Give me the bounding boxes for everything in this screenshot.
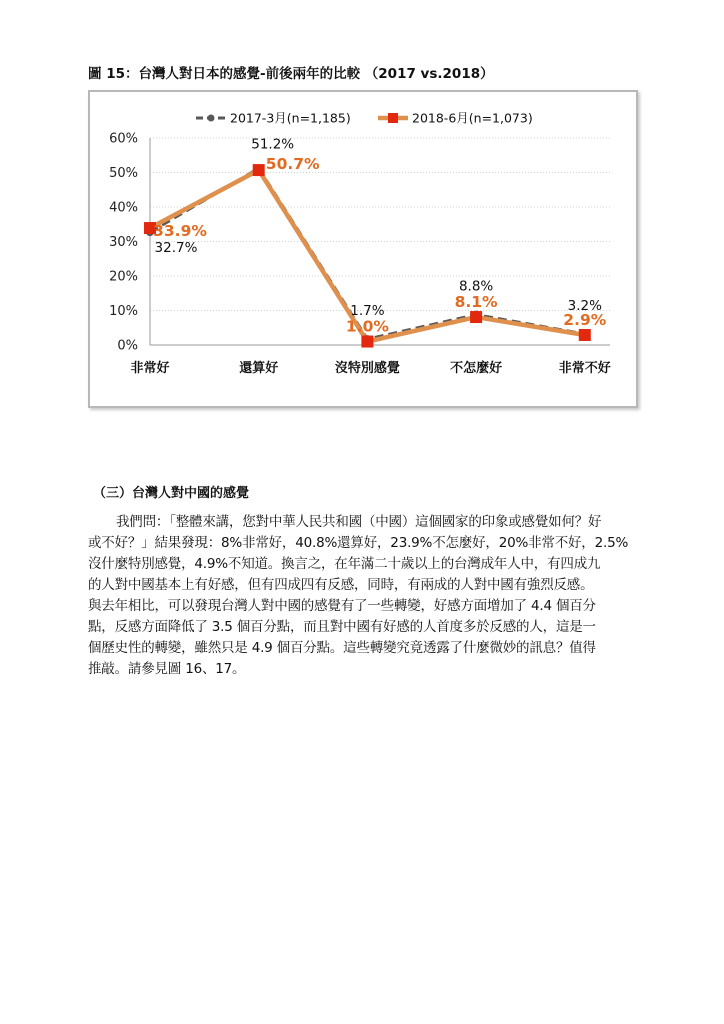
line-chart: [90, 92, 636, 406]
body-paragraph: [88, 512, 640, 680]
x-tick-label: 沒特別感覺: [334, 361, 400, 376]
data-label-2018: 33.9%: [153, 222, 207, 241]
y-tick-label: 60%: [109, 131, 138, 147]
x-tick-label: 非常不好: [558, 361, 611, 376]
y-tick-label: 40%: [109, 200, 138, 216]
data-label-2017: 51.2%: [251, 136, 295, 153]
data-point-2018: [361, 336, 373, 348]
data-point-2018: [253, 164, 265, 176]
data-label-2018: 1.0%: [345, 317, 389, 336]
data-label-2017: 32.7%: [154, 240, 198, 257]
paragraph-line: 與去年相比，可以發現台灣人對中國的感覺有了一些轉變，好感方面增加了 4.4 個百分: [88, 598, 596, 614]
y-tick-label: 0%: [117, 338, 138, 354]
y-tick-label: 20%: [109, 269, 138, 285]
figure-title: 圖 15：台灣人對日本的感覺-前後兩年的比較 （2017 vs.2018）: [88, 66, 494, 82]
data-label-2017: 3.2%: [567, 297, 602, 314]
paragraph-line: 推敲。請參見圖 16、17。: [88, 661, 246, 677]
data-point-2018: [470, 311, 482, 323]
x-tick-label: 非常好: [130, 361, 170, 376]
data-label-2017: 8.8%: [458, 278, 494, 295]
legend-label-2018: 2018-6月(n=1,073): [412, 110, 533, 126]
paragraph-line: 的人對中國基本上有好感，但有四成四有反感，同時，有兩成的人對中國有強烈反感。: [88, 577, 594, 593]
data-label-2017: 1.7%: [350, 303, 385, 320]
y-tick-label: 50%: [109, 166, 138, 181]
paragraph-line: 點，反感方面降低了 3.5 個百分點，而且對中國有好感的人首度多於反感的人，這是一: [88, 619, 596, 635]
x-tick-label: 還算好: [239, 361, 279, 376]
legend-label-2017: 2017-3月(n=1,185): [230, 110, 351, 126]
section-heading: （三）台灣人對中國的感覺: [93, 486, 250, 501]
legend-marker-2018: [388, 113, 398, 123]
x-tick-label: 不怎麼好: [450, 361, 503, 376]
data-label-2018: 50.7%: [265, 155, 320, 174]
data-label-2018: 2.9%: [563, 310, 607, 329]
data-point-2018: [579, 329, 591, 341]
chart-frame: [88, 90, 638, 408]
paragraph-line: 我們問：「整體來講，您對中華人民共和國（中國）這個國家的印象或感覺如何？好: [116, 514, 602, 530]
paragraph-line: 或不好？」結果發現：8%非常好，40.8%還算好，23.9%不怎麼好，20%非常不好，2.5%: [88, 535, 629, 551]
y-tick-label: 10%: [109, 304, 138, 319]
paragraph-line: 個歷史性的轉變，雖然只是 4.9 個百分點。這些轉變究竟透露了什麼微妙的訊息？值得: [88, 640, 596, 656]
legend-marker-2017: [208, 115, 215, 122]
paragraph-line: 沒什麼特別感覺，4.9%不知道。換言之，在年滿二十歲以上的台灣成年人中，有四成九: [88, 556, 601, 572]
y-tick-label: 30%: [109, 235, 138, 250]
data-label-2018: 8.1%: [454, 293, 498, 312]
